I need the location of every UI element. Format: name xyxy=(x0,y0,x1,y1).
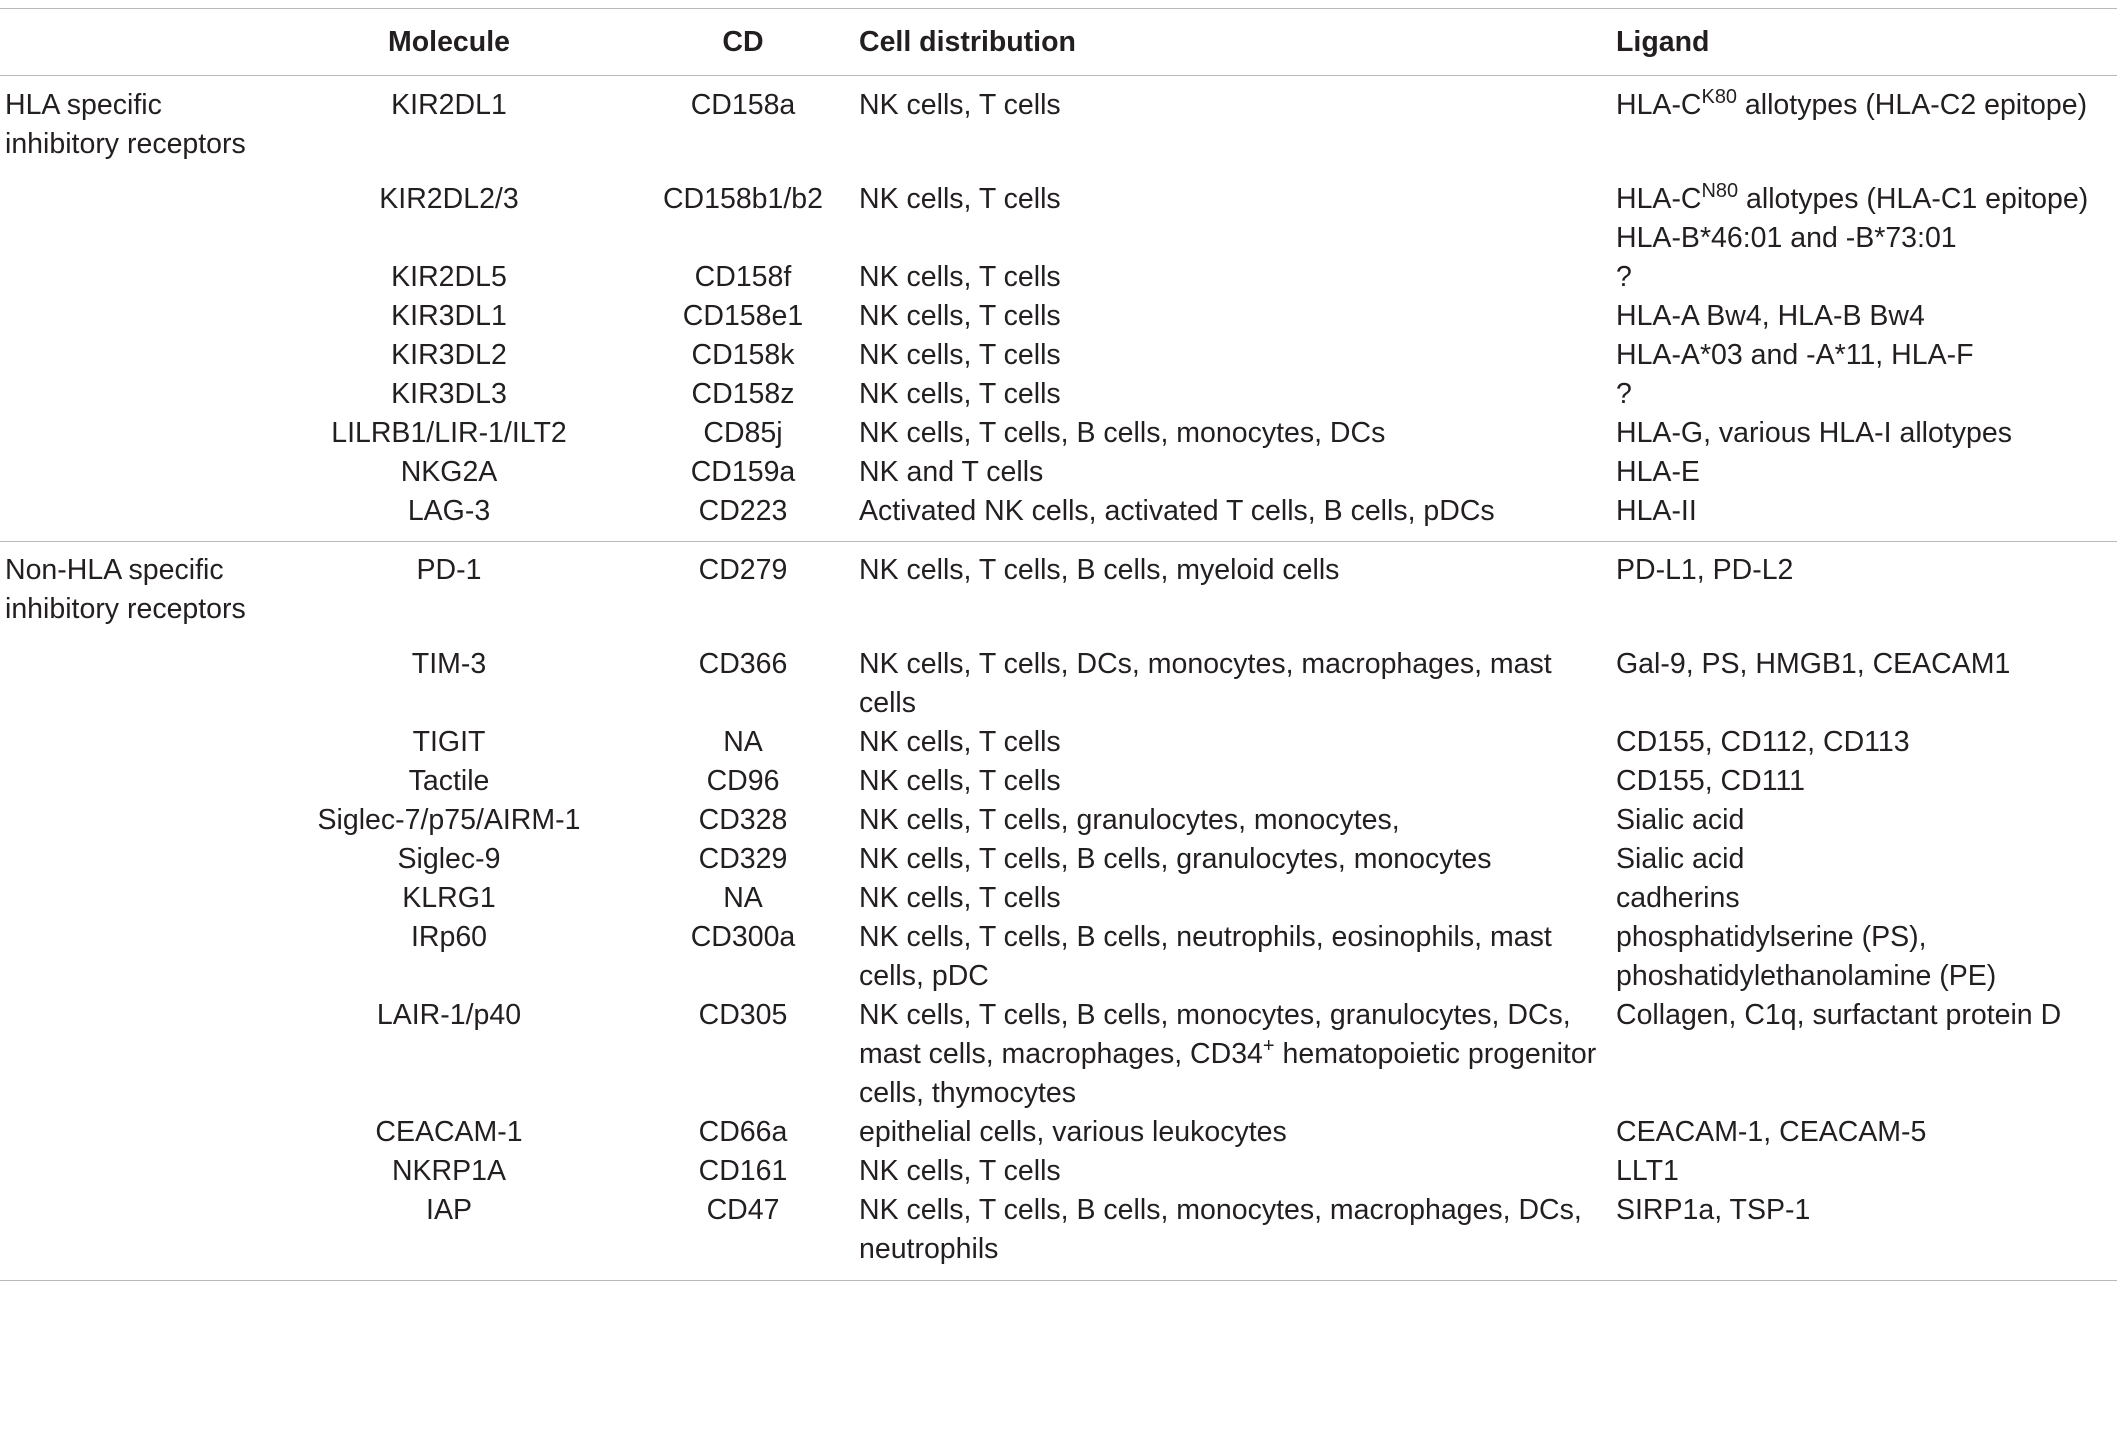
cd-cell: CD159a xyxy=(690,456,796,488)
cd-cell: CD161 xyxy=(698,1155,788,1187)
table-row xyxy=(0,879,2117,918)
molecule-cell: NKG2A xyxy=(400,456,498,488)
molecule-cell: LILRB1/LIR-1/ILT2 xyxy=(331,417,567,449)
distribution-cell: NK cells, T cells xyxy=(859,261,1061,293)
distribution-cell: epithelial cells, various leukocytes xyxy=(859,1116,1287,1148)
header-ligand: Ligand xyxy=(1615,9,2117,76)
cd-cell: CD158e1 xyxy=(682,300,804,332)
distribution-cell: NK cells, T cells, B cells, monocytes, DCs xyxy=(859,417,1386,449)
distribution-cell: Activated NK cells, activated T cells, B cells, pDCs xyxy=(859,495,1495,527)
molecule-cell: KIR2DL1 xyxy=(391,89,507,121)
distribution-cell: NK cells, T cells, B cells, monocytes, macrophages, DCs, neutrophils xyxy=(858,1191,1615,1281)
group-spacer xyxy=(0,1191,270,1281)
cd-cell: NA xyxy=(723,726,763,758)
cd-cell: CD158z xyxy=(691,378,795,410)
table-row xyxy=(0,375,2117,414)
distribution-cell: NK and T cells xyxy=(859,456,1044,488)
table-row xyxy=(0,1113,2117,1152)
ligand-cell: HLA-II xyxy=(1616,495,1697,527)
group-spacer xyxy=(0,879,270,918)
table-row xyxy=(0,1152,2117,1191)
table-row xyxy=(0,492,2117,542)
molecule-cell: Siglec-9 xyxy=(397,843,501,875)
table-row xyxy=(0,996,2117,1113)
ligand-cell: phosphatidylserine (PS), phoshatidylethanolamine (PE) xyxy=(1616,921,1997,992)
distribution-cell: NK cells, T cells, B cells, granulocytes, monocytes xyxy=(859,843,1492,875)
group-spacer xyxy=(0,762,270,801)
table-row xyxy=(0,453,2117,492)
table-row xyxy=(0,723,2117,762)
table-row xyxy=(0,801,2117,840)
group-spacer xyxy=(0,1113,270,1152)
cd-cell: CD279 xyxy=(628,542,858,639)
cd-cell: CD223 xyxy=(698,495,788,527)
ligand-cell: ? xyxy=(1616,378,1632,410)
group-spacer xyxy=(0,258,270,297)
group-spacer xyxy=(0,375,270,414)
group-label: Non-HLA specific inhibitory receptors xyxy=(0,542,270,639)
ligand-cell: HLA-$C^{K80}$ allotypes (HLA-C2 epitope) xyxy=(1616,86,2088,121)
distribution-cell: NK cells, T cells xyxy=(859,765,1061,797)
cd-cell: CD66a xyxy=(698,1116,788,1148)
molecule-cell: LAG-3 xyxy=(407,495,491,527)
group-spacer xyxy=(0,840,270,879)
table-row xyxy=(0,762,2117,801)
ligand-cell: SIRP1a, TSP-1 xyxy=(1615,1191,2117,1281)
distribution-cell: NK cells, T cells xyxy=(859,339,1061,371)
group-spacer xyxy=(0,638,270,723)
ligand-cell: Collagen, C1q, surfactant protein D xyxy=(1616,999,2062,1031)
group-spacer xyxy=(0,801,270,840)
ligand-cell: HLA-$C^{N80}$ allotypes (HLA-C1 epitope) HLA-B*46:01 and -B*73:01 xyxy=(1616,180,2089,254)
distribution-cell: NK cells, T cells xyxy=(859,183,1061,215)
ligand-cell: Sialic acid xyxy=(1616,843,1745,875)
cd-cell: CD85j xyxy=(703,417,783,449)
table-row xyxy=(0,638,2117,723)
distribution-cell: NK cells, T cells, DCs, monocytes, macrophages, mast cells xyxy=(859,648,1552,719)
ligand-cell: HLA-E xyxy=(1616,456,1700,488)
ligand-cell: Sialic acid xyxy=(1616,804,1745,836)
distribution-cell: NK cells, T cells xyxy=(859,300,1061,332)
table-row xyxy=(0,1191,2117,1281)
ligand-cell: HLA-A Bw4, HLA-B Bw4 xyxy=(1616,300,1925,332)
molecule-cell: TIM-3 xyxy=(411,648,487,680)
table-row xyxy=(0,297,2117,336)
distribution-cell: NK cells, T cells, granulocytes, monocytes, xyxy=(859,804,1400,836)
cd-cell: CD158b1/b2 xyxy=(662,183,824,215)
distribution-cell: NK cells, T cells xyxy=(859,726,1061,758)
molecule-cell: NKRP1A xyxy=(391,1155,507,1187)
header-cd: CD xyxy=(628,9,858,76)
cd-cell: CD300a xyxy=(690,921,796,953)
distribution-cell: NK cells, T cells, B cells, monocytes, granulocytes, DCs, mast cells, macrophages, CD34+ hematopoietic progenitor cells, thymocytes xyxy=(859,999,1597,1109)
distribution-cell: NK cells, T cells, B cells, myeloid cells xyxy=(858,542,1615,639)
table-row xyxy=(0,76,2117,174)
distribution-cell: NK cells, T cells, B cells, neutrophils, eosinophils, mast cells, pDC xyxy=(859,921,1552,992)
ligand-cell: CD155, CD111 xyxy=(1616,765,1806,797)
table-row xyxy=(0,258,2117,297)
table-row xyxy=(0,542,2117,639)
molecule-cell: PD-1 xyxy=(270,542,628,639)
cd-cell: NA xyxy=(723,882,763,914)
ligand-cell: HLA-A*03 and -A*11, HLA-F xyxy=(1616,339,1974,371)
inhibitory-receptors-table xyxy=(0,8,2117,1281)
cd-cell: CD158k xyxy=(691,339,795,371)
molecule-cell: IAP xyxy=(270,1191,628,1281)
header-molecule: Molecule xyxy=(270,9,628,76)
ligand-cell: ? xyxy=(1616,261,1632,293)
ligand-cell: LLT1 xyxy=(1616,1155,1679,1187)
group-label: HLA specific inhibitory receptors xyxy=(5,89,246,160)
cd-cell: CD328 xyxy=(698,804,788,836)
molecule-cell: KIR3DL2 xyxy=(391,339,507,371)
cd-cell: CD47 xyxy=(628,1191,858,1281)
distribution-cell: NK cells, T cells xyxy=(859,882,1061,914)
ligand-cell: Gal-9, PS, HMGB1, CEACAM1 xyxy=(1616,648,2011,680)
molecule-cell: LAIR-1/p40 xyxy=(376,999,522,1031)
header-row xyxy=(0,9,2117,76)
distribution-cell: NK cells, T cells xyxy=(859,89,1061,121)
group-spacer xyxy=(0,297,270,336)
molecule-cell: Siglec-7/p75/AIRM-1 xyxy=(317,804,581,836)
molecule-cell: Tactile xyxy=(408,765,490,797)
ligand-cell: CD155, CD112, CD113 xyxy=(1616,726,1910,758)
table-row xyxy=(0,173,2117,258)
molecule-cell: KIR2DL2/3 xyxy=(379,183,519,215)
ligand-cell: cadherins xyxy=(1616,882,1740,914)
group-spacer xyxy=(0,492,270,542)
group-spacer xyxy=(0,996,270,1113)
cd-cell: CD305 xyxy=(698,999,788,1031)
ligand-cell: CEACAM-1, CEACAM-5 xyxy=(1616,1116,1927,1148)
table-row xyxy=(0,336,2117,375)
group-spacer xyxy=(0,453,270,492)
group-spacer xyxy=(0,173,270,258)
header-cell-distribution: Cell distribution xyxy=(858,9,1615,76)
distribution-cell: NK cells, T cells xyxy=(859,378,1061,410)
molecule-cell: KIR3DL3 xyxy=(391,378,507,410)
cd-cell: CD158a xyxy=(690,89,796,121)
table-body xyxy=(0,76,2117,1281)
molecule-cell: KIR3DL1 xyxy=(391,300,507,332)
cd-cell: CD96 xyxy=(706,765,780,797)
table-row xyxy=(0,414,2117,453)
cd-cell: CD329 xyxy=(698,843,788,875)
molecule-cell: KIR2DL5 xyxy=(391,261,507,293)
ligand-cell: PD-L1, PD-L2 xyxy=(1615,542,2117,639)
group-spacer xyxy=(0,918,270,996)
group-spacer xyxy=(0,336,270,375)
distribution-cell: NK cells, T cells xyxy=(859,1155,1061,1187)
molecule-cell: KLRG1 xyxy=(402,882,496,914)
table-row xyxy=(0,840,2117,879)
molecule-cell: IRp60 xyxy=(410,921,488,953)
group-spacer xyxy=(0,723,270,762)
ligand-cell: HLA-G, various HLA-I allotypes xyxy=(1616,417,2012,449)
cd-cell: CD366 xyxy=(698,648,788,680)
table-row xyxy=(0,918,2117,996)
molecule-cell: TIGIT xyxy=(412,726,486,758)
molecule-cell: CEACAM-1 xyxy=(375,1116,523,1148)
group-spacer xyxy=(0,1152,270,1191)
group-spacer xyxy=(0,414,270,453)
cd-cell: CD158f xyxy=(694,261,792,293)
header-group xyxy=(0,9,270,76)
